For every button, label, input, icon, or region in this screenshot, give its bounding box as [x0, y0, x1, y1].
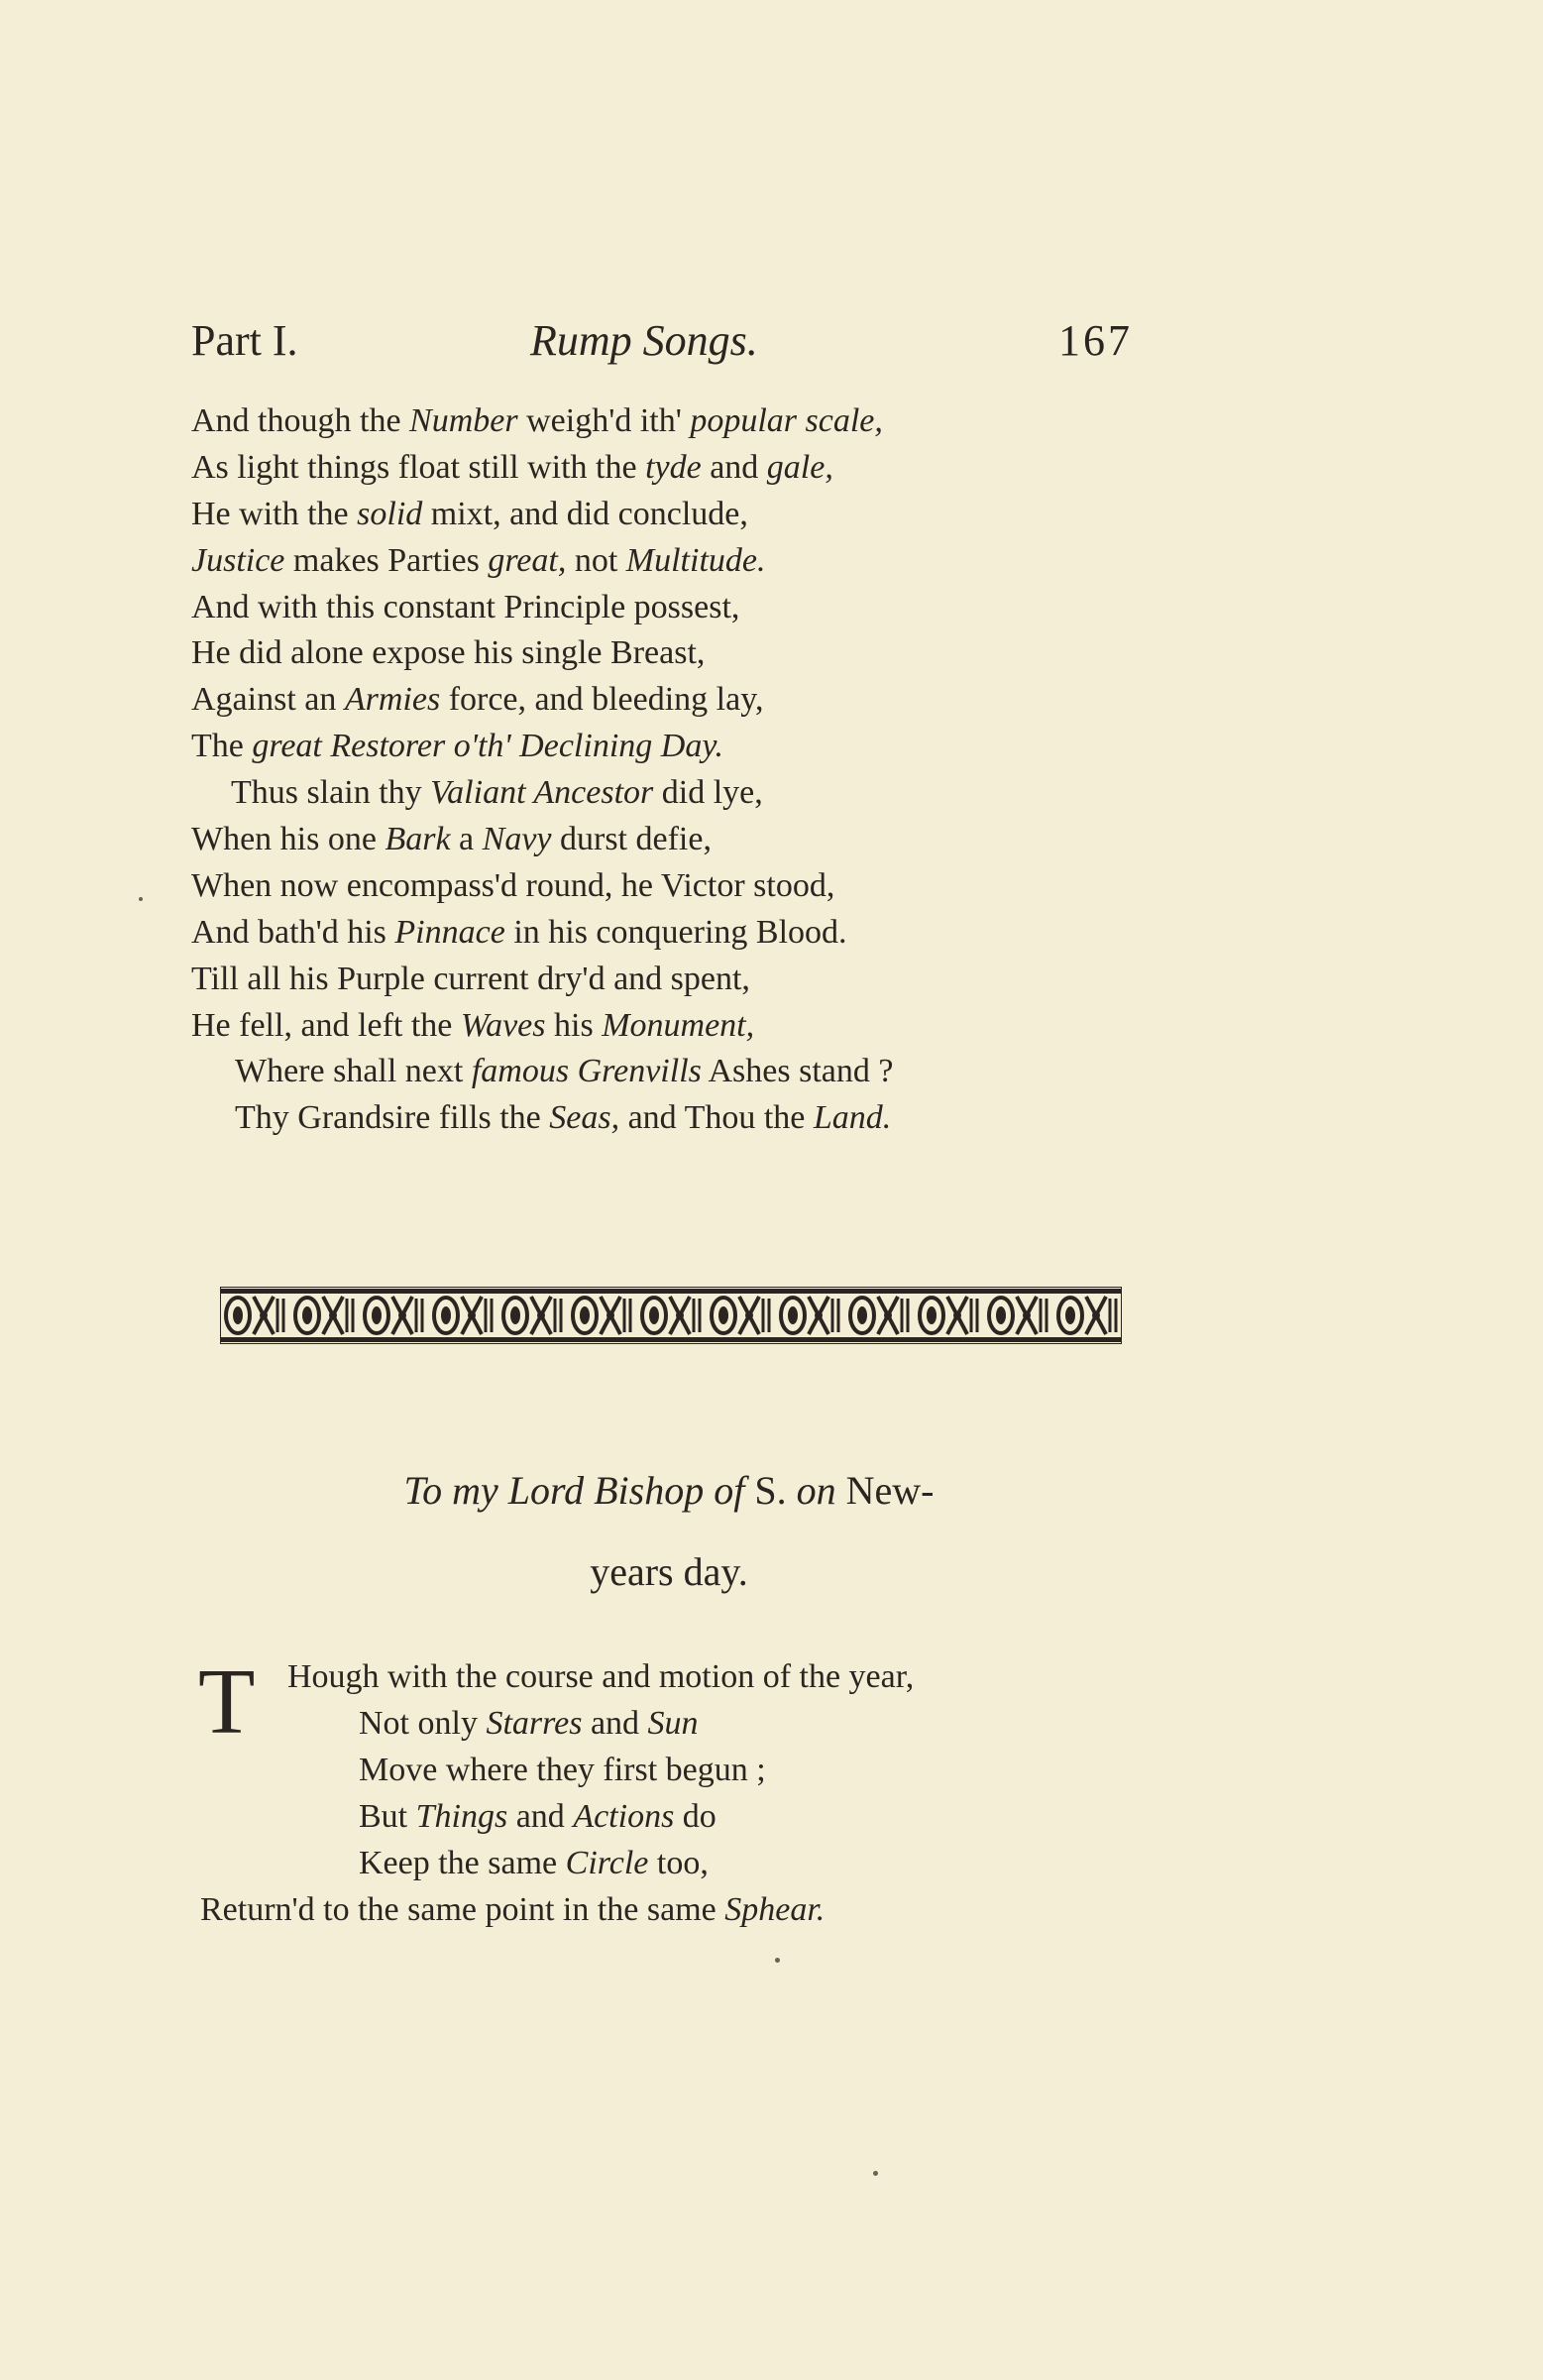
decorative-ornament-band — [220, 1287, 1122, 1344]
verse-line: Thy Grandsire fills the Seas, and Thou the Land. — [235, 1099, 892, 1137]
verse-line: Hough with the course and motion of the year, — [287, 1658, 915, 1695]
page-number: 167 — [1058, 316, 1133, 365]
poem-continuation — [191, 398, 893, 1142]
verse-line: Justice makes Parties great, not Multitude. — [191, 541, 766, 579]
poem-new-years-day — [198, 1650, 915, 1933]
verse-line: When his one Bark a Navy durst defie, — [191, 821, 712, 858]
drop-cap: T — [198, 1650, 256, 1754]
poem-title-continued: years day. — [590, 1549, 748, 1594]
verse-line: And bath'd his Pinnace in his conquering Blood. — [191, 913, 847, 951]
verse-line: As light things float still with the tyde and gale, — [191, 448, 833, 486]
poem-title: To my Lord Bishop of S. on New- — [403, 1468, 935, 1513]
verse-line: He fell, and left the Waves his Monument, — [191, 1006, 755, 1044]
running-header — [191, 315, 1133, 375]
verse-line: The great Restorer o'th' Declining Day. — [191, 728, 724, 765]
verse-line: But Things and Actions do — [359, 1798, 716, 1835]
verse-line: Move where they first begun ; — [359, 1752, 766, 1788]
paper-speck — [139, 897, 143, 901]
verse-line: Against an Armies force, and bleeding lay, — [191, 681, 764, 719]
verse-line: He did alone expose his single Breast, — [191, 634, 706, 672]
verse-line: He with the solid mixt, and did conclude, — [191, 495, 748, 532]
verse-line: Where shall next famous Grenvills Ashes stand ? — [235, 1053, 894, 1090]
verse-line: Till all his Purple current dry'd and spent, — [191, 960, 750, 997]
header-part: Part I. — [191, 316, 298, 365]
verse-line: Return'd to the same point in the same Sphear. — [200, 1891, 826, 1928]
verse-line: Not only Starres and Sun — [359, 1705, 699, 1742]
verse-line: And with this constant Principle possest, — [191, 588, 740, 625]
header-title: Rump Songs. — [530, 316, 758, 365]
verse-line: Keep the same Circle too, — [359, 1845, 709, 1881]
paper-speck — [775, 1958, 780, 1963]
verse-line: Thus slain thy Valiant Ancestor did lye, — [231, 774, 763, 812]
verse-line: When now encompass'd round, he Victor stood, — [191, 866, 835, 904]
verse-line: And though the Number weigh'd ith' popular scale, — [191, 402, 883, 439]
paper-speck — [873, 2171, 878, 2176]
